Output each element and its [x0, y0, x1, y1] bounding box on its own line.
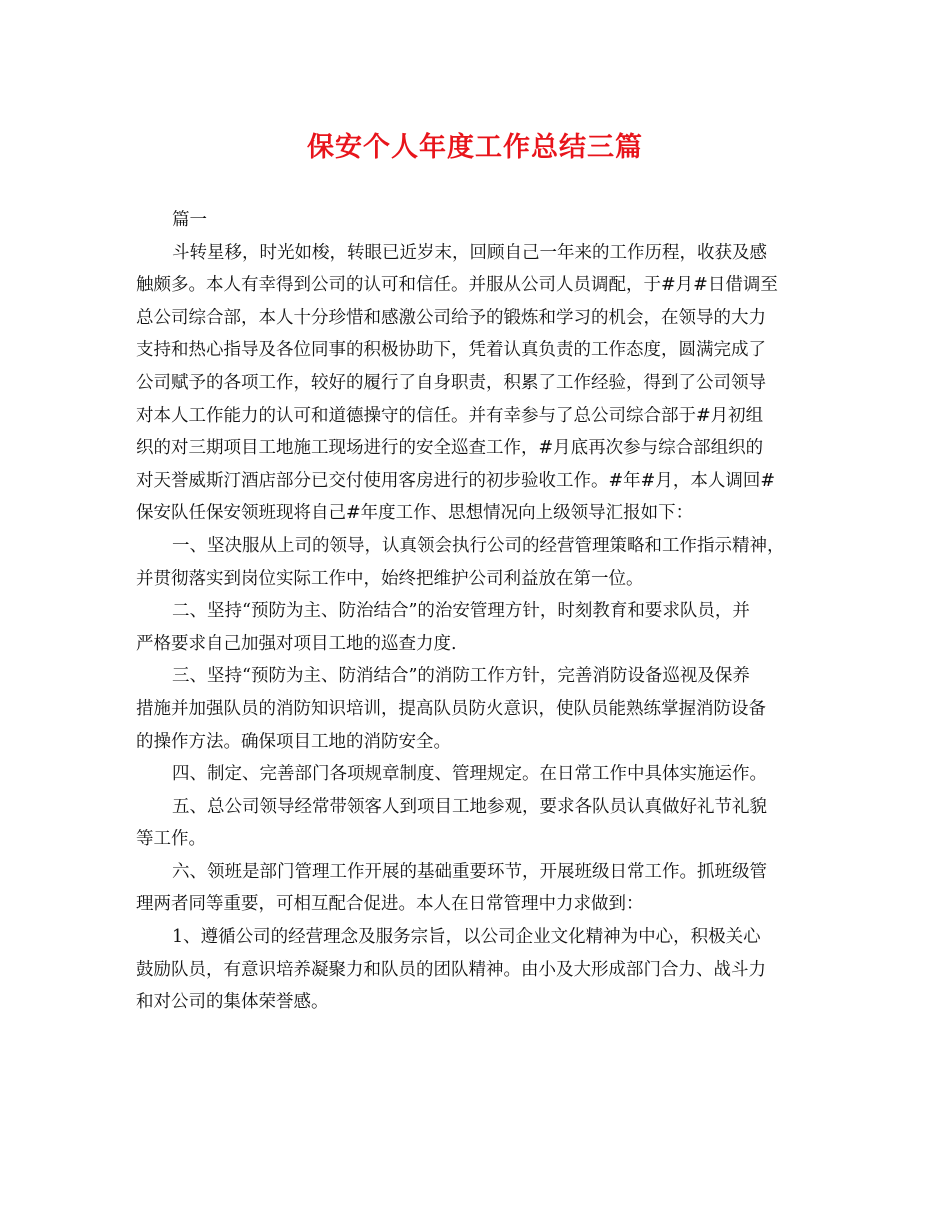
text-line: 保安队任保安领班现将自己#年度工作、思想情况向上级领导汇报如下：	[136, 503, 694, 524]
text-line: 公司赋予的各项工作，较好的履行了自身职责，积累了工作经验，得到了公司领导	[136, 372, 766, 393]
text-line: 严格要求自己加强对项目工地的巡查力度.	[136, 633, 457, 654]
text-line: 的操作方法。确保项目工地的消防安全。	[136, 731, 451, 752]
text-line: 措施并加强队员的消防知识培训，提高队员防火意识，使队员能熟练掌握消防设备	[136, 698, 766, 719]
text-line: 六、领班是部门管理工作开展的基础重要环节，开展班级日常工作。抓班级管	[172, 861, 767, 882]
text-line: 一、坚决服从上司的领导，认真领会执行公司的经营管理策略和工作指示精神，	[172, 535, 785, 556]
text-line: 鼓励队员，有意识培养凝聚力和队员的团队精神。由小及大形成部门合力、战斗力	[136, 959, 766, 980]
text-line: 篇一	[172, 210, 207, 230]
text-line: 理两者同等重要，可相互配合促进。本人在日常管理中力求做到：	[136, 894, 644, 915]
text-line: 1、遵循公司的经营理念及服务宗旨，以公司企业文化精神为中心，积极关心	[172, 927, 761, 948]
text-line: 对本人工作能力的认可和道德操守的信任。并有幸参与了总公司综合部于#月初组	[136, 405, 764, 426]
text-line: 四、制定、完善部门各项规章制度、管理规定。在日常工作中具体实施运作。	[172, 764, 767, 785]
text-line: 和对公司的集体荣誉感。	[136, 992, 329, 1013]
text-line: 触颇多。本人有幸得到公司的认可和信任。并服从公司人员调配，于#月#日借调至	[136, 275, 778, 296]
text-line: 并贯彻落实到岗位实际工作中，始终把维护公司利益放在第一位。	[136, 568, 644, 589]
document-title: 保安个人年度工作总结三篇	[307, 132, 643, 163]
text-line: 对天誉威斯汀酒店部分已交付使用客房进行的初步验收工作。#年#月，本人调回#	[136, 470, 775, 491]
text-line: 二、坚持“预防为主、防治结合”的治安管理方针，时刻教育和要求队员，并	[172, 601, 750, 622]
text-line: 支持和热心指导及各位同事的积极协助下，凭着认真负责的工作态度，圆满完成了	[136, 340, 766, 361]
text-line: 三、坚持“预防为主、防消结合”的消防工作方针，完善消防设备巡视及保养	[172, 666, 750, 687]
text-line: 等工作。	[136, 829, 206, 850]
text-line: 织的对三期项目工地施工现场进行的安全巡查工作，#月底再次参与综合部组织的	[136, 438, 764, 459]
text-line: 斗转星移，时光如梭，转眼已近岁末，回顾自己一年来的工作历程，收获及感	[172, 242, 767, 263]
document-body	[136, 204, 816, 1019]
text-line: 总公司综合部，本人十分珍惜和感激公司给予的锻炼和学习的机会，在领导的大力	[136, 307, 766, 328]
text-line: 五、总公司领导经常带领客人到项目工地参观，要求各队员认真做好礼节礼貌	[172, 796, 767, 817]
